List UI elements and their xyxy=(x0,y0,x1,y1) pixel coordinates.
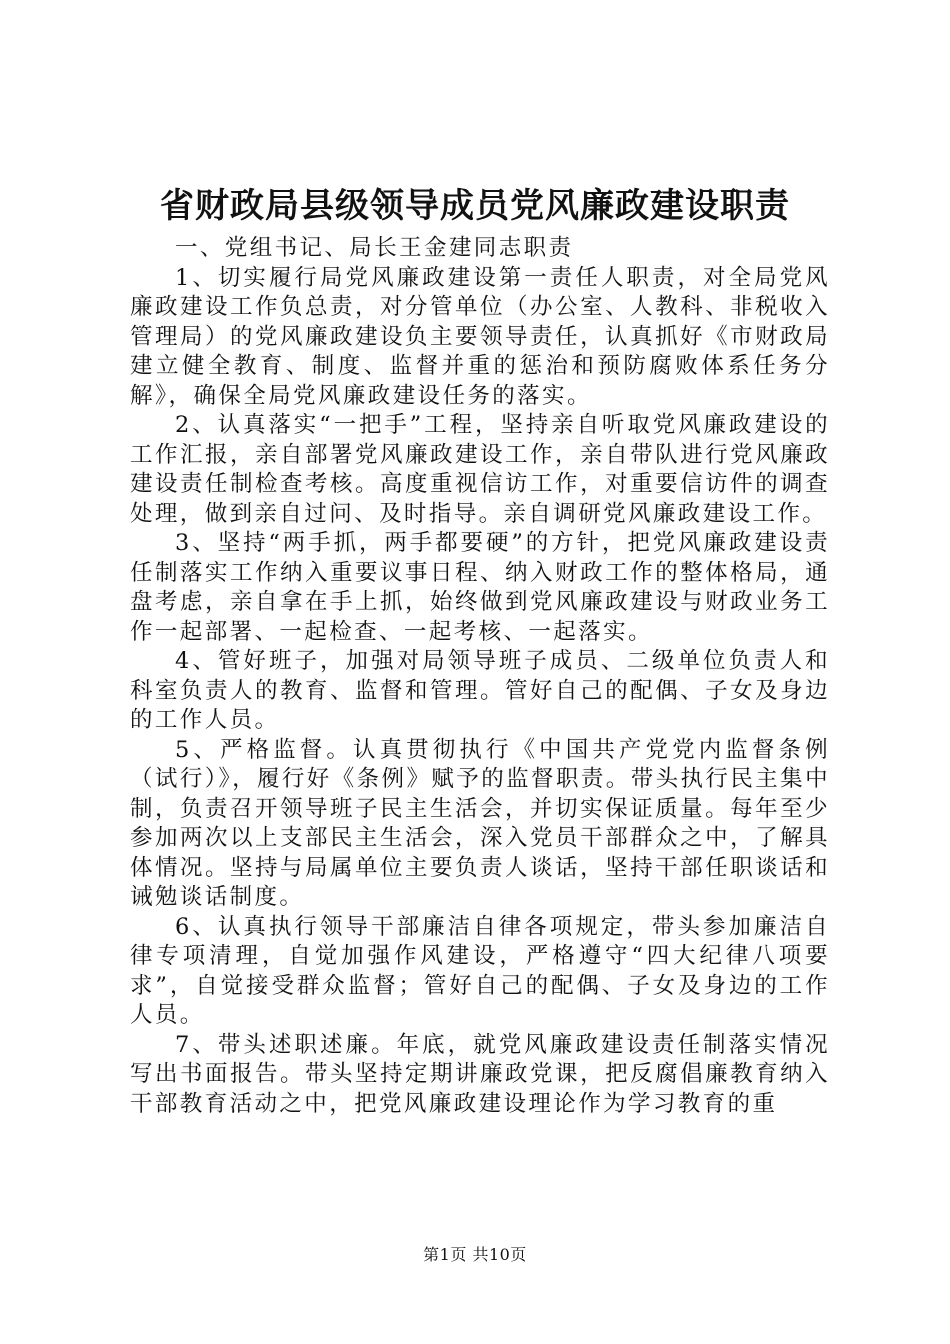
paragraph-3: 3、坚持“两手抓，两手都要硬”的方针，把党风廉政建设责任制落实工作纳入重要议事日程、纳入财政工作的整体格局，通盘考虑，亲自拿在手上抓，始终做到党风廉政建设与财政业务工作一起部署、一起检查、一起考核、一起落实。 xyxy=(130,530,830,645)
section-heading: 一、党组书记、局长王金建同志职责 xyxy=(175,235,574,261)
paragraph-5: 5、严格监督。认真贯彻执行《中国共产党党内监督条例（试行）》，履行好《条例》赋予的监督职责。带头执行民主集中制，负责召开领导班子民主生活会，并切实保证质量。每年至少参加两次以上支部民主生活会，深入党员干部群众之中，了解具体情况。坚持与局属单位主要负责人谈话，坚持干部任职谈话和诫勉谈话制度。 xyxy=(130,736,830,910)
document-title: 省财政局县级领导成员党风廉政建设职责 xyxy=(160,186,790,226)
document-body xyxy=(130,234,830,1119)
page-number-footer: 第1页 共10页 xyxy=(423,1245,527,1264)
paragraph-6: 6、认真执行领导干部廉洁自律各项规定，带头参加廉洁自律专项清理，自觉加强作风建设，严格遵守“四大纪律八项要求”，自觉接受群众监督；管好自己的配偶、子女及身边的工作人员。 xyxy=(130,913,830,1028)
paragraph-4: 4、管好班子，加强对局领导班子成员、二级单位负责人和科室负责人的教育、监督和管理。管好自己的配偶、子女及身边的工作人员。 xyxy=(130,648,830,733)
paragraph-1: 1、切实履行局党风廉政建设第一责任人职责，对全局党风廉政建设工作负总责，对分管单位（办公室、人教科、非税收入管理局）的党风廉政建设负主要领导责任，认真抓好《市财政局建立健全教育、制度、监督并重的惩治和预防腐败体系任务分解》，确保全局党风廉政建设任务的落实。 xyxy=(130,264,830,409)
paragraph-2: 2、认真落实“一把手”工程，坚持亲自听取党风廉政建设的工作汇报，亲自部署党风廉政建设工作，亲自带队进行党风廉政建设责任制检查考核。高度重视信访工作，对重要信访件的调查处理，做到亲自过问、及时指导。亲自调研党风廉政建设工作。 xyxy=(130,412,830,527)
paragraph-7: 7、带头述职述廉。年底，就党风廉政建设责任制落实情况写出书面报告。带头坚持定期讲廉政党课，把反腐倡廉教育纳入干部教育活动之中，把党风廉政建设理论作为学习教育的重 xyxy=(130,1031,830,1117)
